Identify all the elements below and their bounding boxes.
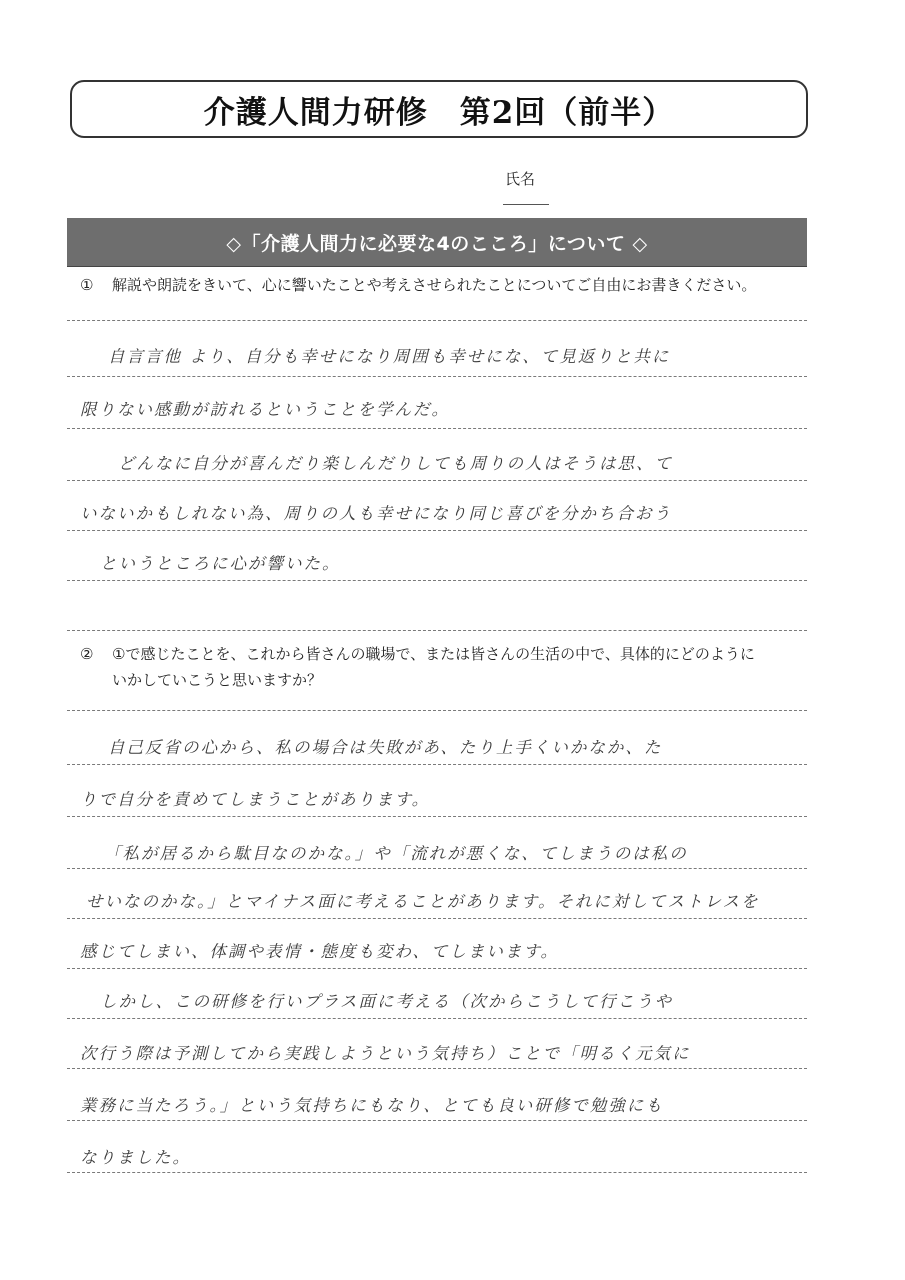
answer2-line: なりました。 — [80, 1148, 191, 1167]
section-banner — [67, 218, 807, 267]
answer1-rule — [67, 376, 807, 377]
answer2-line: 次行う際は予測してから実践しようという気持ち）ことで「明るく元気に — [80, 1044, 691, 1063]
title-box — [70, 80, 808, 138]
question2-number: ② — [80, 645, 94, 663]
answer1-rule — [67, 428, 807, 429]
question2-text-line2: いかしていこうと思いますか？ — [112, 671, 323, 689]
answer1-rule — [67, 630, 807, 631]
answer2-line: 感じてしまい、体調や表情・態度も変わ、てしまいます。 — [80, 942, 560, 961]
answer1-line: 自言言他 より、自分も幸せになり周囲も幸せにな、て見返りと共に — [108, 347, 671, 366]
answer1-rule — [67, 320, 807, 321]
answer1-rule — [67, 480, 807, 481]
answer1-line: 限りない感動が訪れるということを学んだ。 — [80, 400, 450, 419]
answer2-rule — [67, 710, 807, 711]
answer2-rule — [67, 1120, 807, 1121]
name-underline — [503, 204, 549, 205]
answer2-rule — [67, 764, 807, 765]
question1-text: 解説や朗読をきいて、心に響いたことや考えさせられたことについてご自由にお書きください。 — [112, 276, 757, 294]
answer2-rule — [67, 816, 807, 817]
answer2-line: りで自分を責めてしまうことがあります。 — [80, 790, 431, 809]
question1-number: ① — [80, 276, 94, 294]
answer2-line: 業務に当たろう。」という気持ちにもなり、とても良い研修で勉強にも — [80, 1096, 664, 1115]
section-banner-text: ◇「介護人間力に必要な4のこころ」について ◇ — [226, 232, 648, 255]
answer1-line: どんなに自分が喜んだり楽しんだりしても周りの人はそうは思、て — [118, 454, 673, 473]
question2-text-line1: ①で感じたことを、これから皆さんの職場で、または皆さんの生活の中で、具体的にどのように — [112, 645, 755, 663]
answer2-rule — [67, 1172, 807, 1173]
answer2-line: 自己反省の心から、私の場合は失敗があ、たり上手くいかなか、た — [108, 738, 663, 757]
answer2-line: しかし、この研修を行いプラス面に考える（次からこうして行こうや — [100, 992, 674, 1011]
answer2-line: 「私が居るから駄目なのかな。」や「流れが悪くな、てしまうのは私の — [104, 844, 688, 863]
answer2-rule — [67, 868, 807, 869]
answer1-rule — [67, 580, 807, 581]
name-label: 氏名 — [505, 170, 536, 188]
page-title: 介護人間力研修 第2回（前半） — [203, 94, 675, 131]
answer2-rule — [67, 1068, 807, 1069]
answer2-rule — [67, 918, 807, 919]
answer2-line: せいなのかな。」とマイナス面に考えることがあります。それに対してストレスを — [86, 892, 760, 911]
answer2-rule — [67, 1018, 807, 1019]
answer1-line: というところに心が響いた。 — [100, 554, 341, 573]
answer2-rule — [67, 968, 807, 969]
answer1-line: いないかもしれない為、周りの人も幸せになり同じ喜びを分かち合おう — [80, 504, 672, 523]
answer1-rule — [67, 530, 807, 531]
